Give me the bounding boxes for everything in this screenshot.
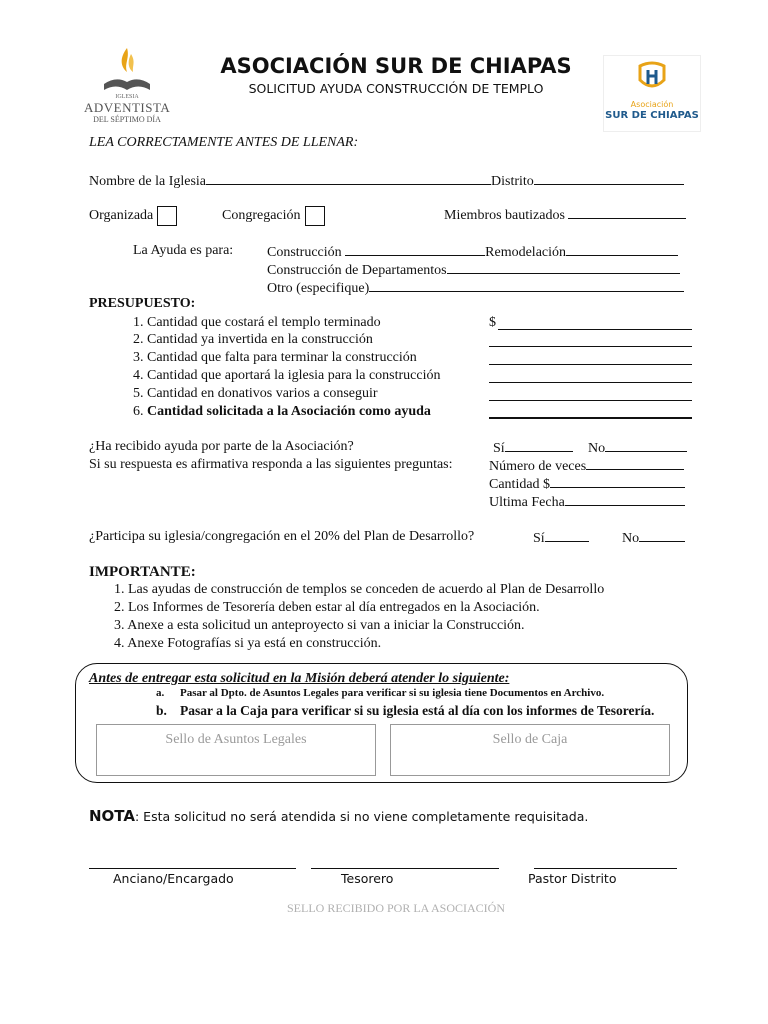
budget-answer-line-1[interactable] xyxy=(498,329,692,330)
amount-field[interactable] xyxy=(489,475,685,493)
church-name-field[interactable] xyxy=(89,172,684,190)
plan-yes-label: Sí xyxy=(533,531,545,546)
notice-item-b xyxy=(156,703,654,719)
important-item: 3. Anexe a esta solicitud un anteproyecto si van a iniciar la Construcción. xyxy=(114,618,525,633)
notice-b-text: Pasar a la Caja para verificar si su iglesia está al día con los informes de Tesorería. xyxy=(180,703,655,718)
congregation-checkbox[interactable] xyxy=(305,206,325,226)
plan-no-line[interactable] xyxy=(639,529,685,542)
cash-stamp-label: Sello de Caja xyxy=(492,732,568,747)
nota-text: : Esta solicitud no será atendida si no viene completamente requisitada. xyxy=(134,809,589,824)
budget-item: 1. Cantidad que costará el templo terminado xyxy=(133,315,381,330)
aid-departments-field[interactable] xyxy=(267,261,680,279)
baptized-field[interactable] xyxy=(444,206,686,224)
aid-other-line[interactable] xyxy=(369,279,684,292)
adventist-logo-line3: DEL SÉPTIMO DÍA xyxy=(93,115,161,124)
signature-label-treasurer: Tesorero xyxy=(341,871,394,886)
budget-item-requested xyxy=(133,404,431,420)
aid-construction-line[interactable] xyxy=(345,243,485,256)
received-aid-question: ¿Ha recibido ayuda por parte de la Asociación? xyxy=(89,439,354,454)
signature-label-elder: Anciano/Encargado xyxy=(113,871,234,886)
organized-field[interactable] xyxy=(89,206,177,226)
notice-heading: Antes de entregar esta solicitud en la Misión deberá atender lo siguiente: xyxy=(89,671,510,686)
budget-answer-line-2[interactable] xyxy=(489,346,692,347)
intro-instruction: LEA CORRECTAMENTE ANTES DE LLENAR: xyxy=(89,135,359,150)
budget-item: 3. Cantidad que falta para terminar la construcción xyxy=(133,350,417,365)
church-shield-icon xyxy=(604,58,700,100)
received-no-line[interactable] xyxy=(605,439,687,452)
received-no-label: No xyxy=(588,441,606,456)
legal-stamp-box xyxy=(96,724,376,776)
nota xyxy=(89,807,588,825)
budget-item: 2. Cantidad ya invertida en la construcción xyxy=(133,332,373,347)
budget-item-6-text: Cantidad solicitada a la Asociación como ayuda xyxy=(147,404,431,419)
important-heading: IMPORTANTE: xyxy=(89,564,196,580)
last-date-label: Ultima Fecha xyxy=(489,495,565,510)
baptized-line[interactable] xyxy=(568,206,686,219)
last-date-line[interactable] xyxy=(565,493,685,506)
plan-question: ¿Participa su iglesia/congregación en el 20% del Plan de Desarrollo? xyxy=(89,529,475,544)
plan-yes-field[interactable] xyxy=(533,529,589,547)
received-stamp-label: SELLO RECIBIDO POR LA ASOCIACIÓN xyxy=(286,901,505,915)
cash-stamp-box xyxy=(390,724,670,776)
page-title: ASOCIACIÓN SUR DE CHIAPAS xyxy=(220,54,572,78)
aid-departments-label: Construcción de Departamentos xyxy=(267,263,447,278)
aid-label: La Ayuda es para: xyxy=(133,243,234,258)
important-item: 2. Los Informes de Tesorería deben estar al día entregados en la Asociación. xyxy=(114,600,540,615)
aid-remodel-line[interactable] xyxy=(566,243,678,256)
aid-construction-field[interactable] xyxy=(267,243,678,261)
plan-yes-line[interactable] xyxy=(545,529,589,542)
notice-a-marker: a. xyxy=(156,687,165,699)
aid-construction-label: Construcción xyxy=(267,245,342,260)
times-label: Número de veces xyxy=(489,459,587,474)
received-no-field[interactable] xyxy=(588,439,687,457)
congregation-label: Congregación xyxy=(222,208,301,224)
signature-line-pastor[interactable] xyxy=(534,868,677,869)
budget-answer-line-4[interactable] xyxy=(489,382,692,383)
organized-checkbox[interactable] xyxy=(157,206,177,226)
received-yes-line[interactable] xyxy=(505,439,573,452)
budget-answer-line-5[interactable] xyxy=(489,400,692,401)
times-field[interactable] xyxy=(489,457,684,475)
asociacion-logo-line1: Asociación xyxy=(630,100,674,109)
asociacion-logo xyxy=(603,55,701,132)
important-item: 1. Las ayudas de construcción de templos se conceden de acuerdo al Plan de Desarrollo xyxy=(114,582,605,597)
congregation-field[interactable] xyxy=(222,206,325,226)
district-label: Distrito xyxy=(491,174,534,189)
aid-other-label: Otro (especifique) xyxy=(267,281,370,296)
if-yes-instruction: Si su respuesta es afirmativa responda a las siguientes preguntas: xyxy=(89,457,453,472)
baptized-label: Miembros bautizados xyxy=(444,208,565,223)
currency-sign: $ xyxy=(489,315,496,330)
signature-label-pastor: Pastor Distrito xyxy=(528,871,617,886)
times-line[interactable] xyxy=(586,457,684,470)
budget-item: 4. Cantidad que aportará la iglesia para la construcción xyxy=(133,368,441,383)
amount-label: Cantidad $ xyxy=(489,477,551,492)
important-item: 4. Anexe Fotografías si ya está en construcción. xyxy=(114,636,382,651)
plan-no-label: No xyxy=(622,531,640,546)
received-yes-field[interactable] xyxy=(493,439,573,457)
budget-answer-line-6[interactable] xyxy=(489,417,692,419)
notice-item-a xyxy=(156,687,604,699)
notice-a-text: Pasar al Dpto. de Asuntos Legales para verificar si su iglesia tiene Documentos en Archivo. xyxy=(180,687,605,699)
signature-line-elder[interactable] xyxy=(89,868,296,869)
budget-heading: PRESUPUESTO: xyxy=(89,296,196,311)
district-line[interactable] xyxy=(534,172,684,185)
received-yes-label: Sí xyxy=(493,441,505,456)
flame-book-icon xyxy=(84,46,170,96)
legal-stamp-label: Sello de Asuntos Legales xyxy=(165,732,307,747)
notice-b-marker: b. xyxy=(156,703,167,718)
plan-no-field[interactable] xyxy=(622,529,685,547)
nota-label: NOTA xyxy=(89,807,135,825)
budget-item-6-number: 6. xyxy=(133,404,147,419)
last-date-field[interactable] xyxy=(489,493,685,511)
page-subtitle: SOLICITUD AYUDA CONSTRUCCIÓN DE TEMPLO xyxy=(248,81,544,96)
aid-remodel-label: Remodelación xyxy=(485,245,567,260)
aid-other-field[interactable] xyxy=(267,279,684,297)
budget-answer-line-3[interactable] xyxy=(489,364,692,365)
amount-line[interactable] xyxy=(550,475,685,488)
aid-departments-line[interactable] xyxy=(447,261,680,274)
church-name-line[interactable] xyxy=(206,172,491,185)
budget-item: 5. Cantidad en donativos varios a conseguir xyxy=(133,386,378,401)
asociacion-logo-line2: SUR DE CHIAPAS xyxy=(605,110,699,121)
signature-line-treasurer[interactable] xyxy=(311,868,499,869)
adventist-logo-line2: ADVENTISTA xyxy=(84,100,171,115)
adventist-logo-line1: IGLESIA xyxy=(115,94,139,100)
adventist-logo xyxy=(84,46,170,126)
organized-label: Organizada xyxy=(89,208,154,224)
church-name-label: Nombre de la Iglesia xyxy=(89,174,207,189)
